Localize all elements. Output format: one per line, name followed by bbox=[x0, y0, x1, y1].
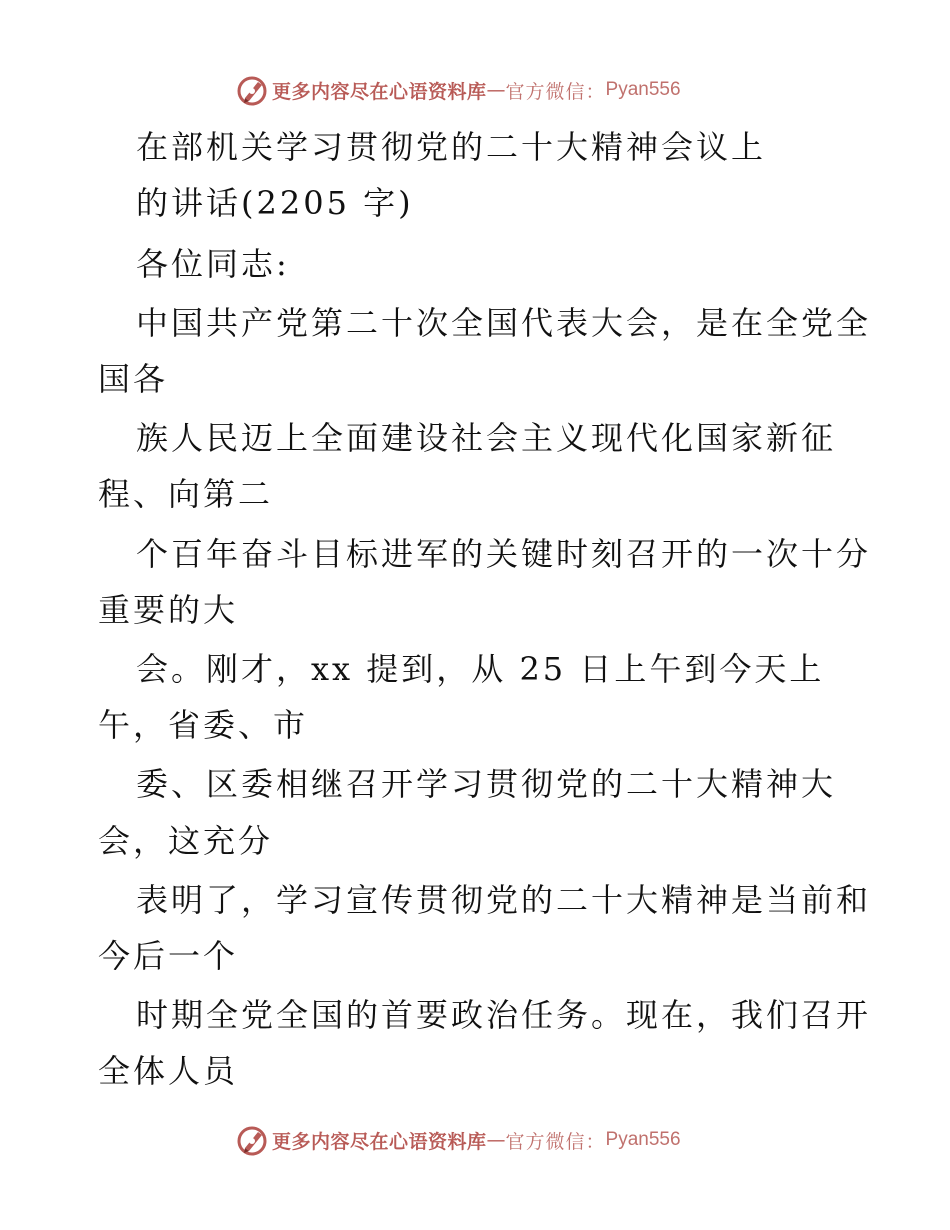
watermark-text: 更多内容尽在心语资料库 bbox=[272, 1130, 487, 1153]
body-line: 午，省委、市 bbox=[98, 706, 309, 744]
watermark-id: Pyan556 bbox=[605, 1129, 681, 1150]
body-line: 会。刚才，xx 提到，从 25 日上午到今天上 bbox=[136, 650, 825, 688]
body-line: 重要的大 bbox=[98, 591, 239, 629]
body-line: 全体人员 bbox=[98, 1052, 239, 1090]
watermark-separator: — bbox=[486, 79, 506, 101]
watermark-footer bbox=[236, 1123, 681, 1157]
watermark-official-label: 官方微信： bbox=[505, 1130, 606, 1153]
body-line: 个百年奋斗目标进军的关键时刻召开的一次十分 bbox=[136, 535, 872, 573]
body-line: 程、向第二 bbox=[98, 475, 274, 513]
body-line: 时期全党全国的首要政治任务。现在，我们召开 bbox=[136, 996, 872, 1034]
watermark-official-label: 官方微信： bbox=[505, 80, 606, 103]
body-line: 委、区委相继召开学习贯彻党的二十大精神大 bbox=[136, 765, 837, 803]
pen-circle-logo-icon bbox=[236, 1124, 268, 1156]
watermark-separator: — bbox=[486, 1129, 506, 1151]
watermark-header bbox=[236, 73, 681, 107]
body-line: 会，这充分 bbox=[98, 822, 274, 860]
pen-circle-logo-icon bbox=[236, 74, 268, 106]
watermark-id: Pyan556 bbox=[605, 79, 681, 100]
body-line: 今后一个 bbox=[98, 937, 239, 975]
document-title-line-2: 的讲话(2205 字) bbox=[136, 184, 414, 222]
body-line: 族人民迈上全面建设社会主义现代化国家新征 bbox=[136, 419, 837, 457]
body-line: 国各 bbox=[98, 360, 169, 398]
body-line: 中国共产党第二十次全国代表大会，是在全党全 bbox=[136, 304, 872, 342]
salutation: 各位同志: bbox=[136, 245, 290, 283]
watermark-text: 更多内容尽在心语资料库 bbox=[272, 80, 487, 103]
body-line: 表明了，学习宣传贯彻党的二十大精神是当前和 bbox=[136, 881, 872, 919]
document-title-line-1: 在部机关学习贯彻党的二十大精神会议上 bbox=[136, 128, 767, 166]
